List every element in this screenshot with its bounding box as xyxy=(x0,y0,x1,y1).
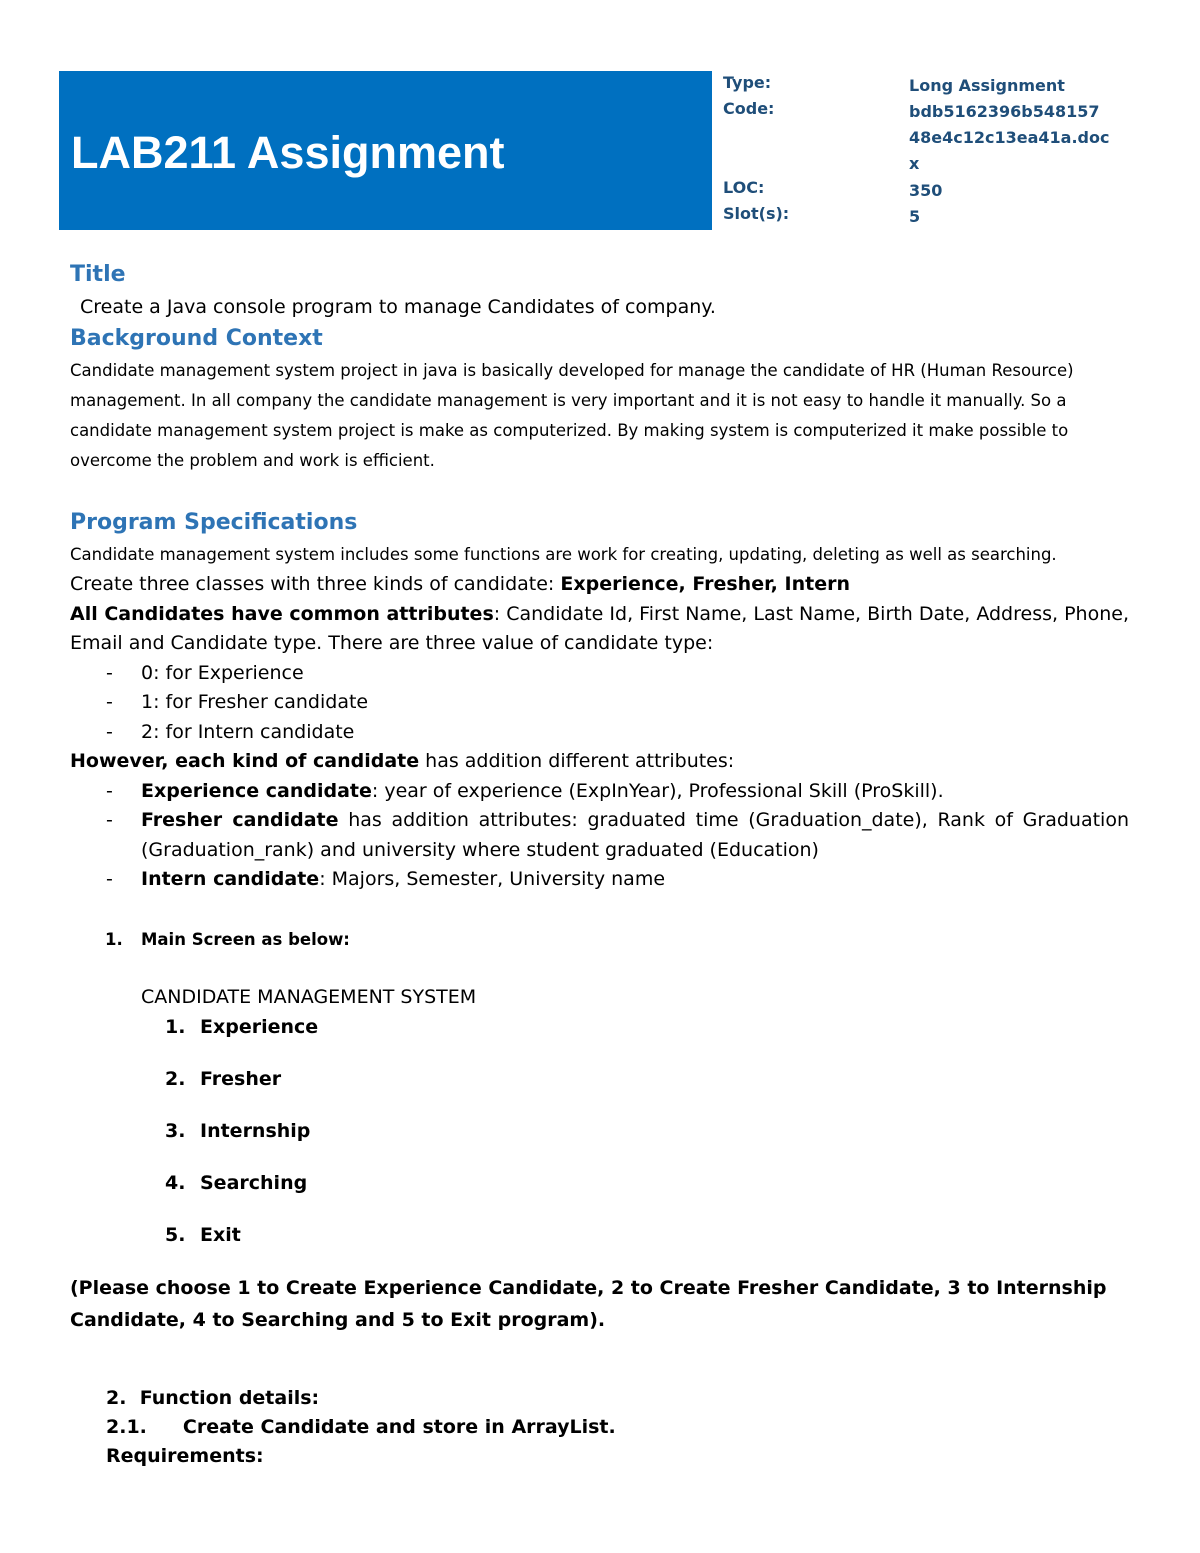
meta-value: Long Assignment xyxy=(909,76,1065,95)
classes-prefix: Create three classes with three kinds of candidate: xyxy=(70,573,561,595)
main-screen-heading: 1. Main Screen as below: xyxy=(105,929,350,949)
specs-intro: Candidate management system includes some functions are work for creating, updating, deleting as well as searching. xyxy=(70,545,1057,564)
function-details xyxy=(106,1384,616,1471)
function-details-heading: 2. Function details: xyxy=(106,1387,320,1409)
classes-names: Experience, Fresher, Intern xyxy=(560,573,850,595)
however-bold: However, each kind of candidate xyxy=(70,750,420,772)
menu-item: 1. Experience xyxy=(165,1015,319,1038)
however-text: has addition different attributes: xyxy=(419,750,735,772)
menu-item: 4. Searching xyxy=(165,1171,308,1194)
meta-label: Code: xyxy=(723,99,775,118)
menu-item: 2. Fresher xyxy=(165,1067,282,1090)
classes-line xyxy=(70,570,1129,600)
document-title: LAB211 Assignment xyxy=(71,127,505,178)
requirements-label: Requirements: xyxy=(106,1445,264,1467)
meta-value: 350 xyxy=(909,181,943,200)
common-attributes xyxy=(70,600,1129,659)
meta-value: 5 xyxy=(909,207,921,226)
common-attributes-text: : Candidate Id, First Name, Last Name, Birth Date, Address, Phone, Email and Candidate type. There are three value of candidate type: xyxy=(70,602,1129,654)
menu-item: 5. Exit xyxy=(165,1223,241,1246)
candidate-type-list xyxy=(70,659,1129,748)
meta-label: LOC: xyxy=(723,178,765,197)
document-body xyxy=(70,258,1129,1336)
section-heading-title: Title xyxy=(70,262,126,287)
menu-item: 3. Internship xyxy=(165,1119,311,1142)
title-text: Create a Java console program to manage Candidates of company. xyxy=(80,296,716,318)
list-item: - Fresher candidate has addition attributes: graduated time (Graduation_date), Rank of Graduation (Graduation_rank) and university where student graduated (Education) xyxy=(106,809,1129,861)
background-text: Candidate management system project in java is basically developed for manage the candidate of HR (Human Resource) management. In all company the candidate management is very important and it is not easy to handle it manually. So a candidate management system project is make as computerized. By making system is computerized it make possible to overcome the problem and work is efficient. xyxy=(70,361,1074,470)
meta-label: Type: xyxy=(723,73,772,92)
meta-value: bdb5162396b548157 48e4c12c13ea41a.doc x xyxy=(909,102,1110,173)
meta-label: Slot(s): xyxy=(723,204,790,223)
list-item: - Experience candidate: year of experience (ExpInYear), Professional Skill (ProSkill). xyxy=(106,779,944,802)
section-heading-specs: Program Specifications xyxy=(70,510,358,535)
menu-note: (Please choose 1 to Create Experience Candidate, 2 to Create Fresher Candidate, 3 to Internship Candidate, 4 to Searching and 5 to Exit program). xyxy=(70,1276,1107,1331)
section-heading-background: Background Context xyxy=(70,326,323,351)
common-attributes-label: All Candidates have common attributes xyxy=(70,602,494,625)
list-item: - 2: for Intern candidate xyxy=(106,720,355,743)
list-item: - 0: for Experience xyxy=(106,661,304,684)
list-item: - 1: for Fresher candidate xyxy=(106,691,369,713)
candidate-kind-list xyxy=(70,777,1129,895)
menu-list xyxy=(70,1012,1129,1272)
function-subheading: 2.1. Create Candidate and store in ArrayList. xyxy=(106,1416,616,1438)
however-line xyxy=(70,747,1129,777)
menu-title: CANDIDATE MANAGEMENT SYSTEM xyxy=(141,985,477,1008)
list-item: - Intern candidate: Majors, Semester, University name xyxy=(106,868,666,890)
